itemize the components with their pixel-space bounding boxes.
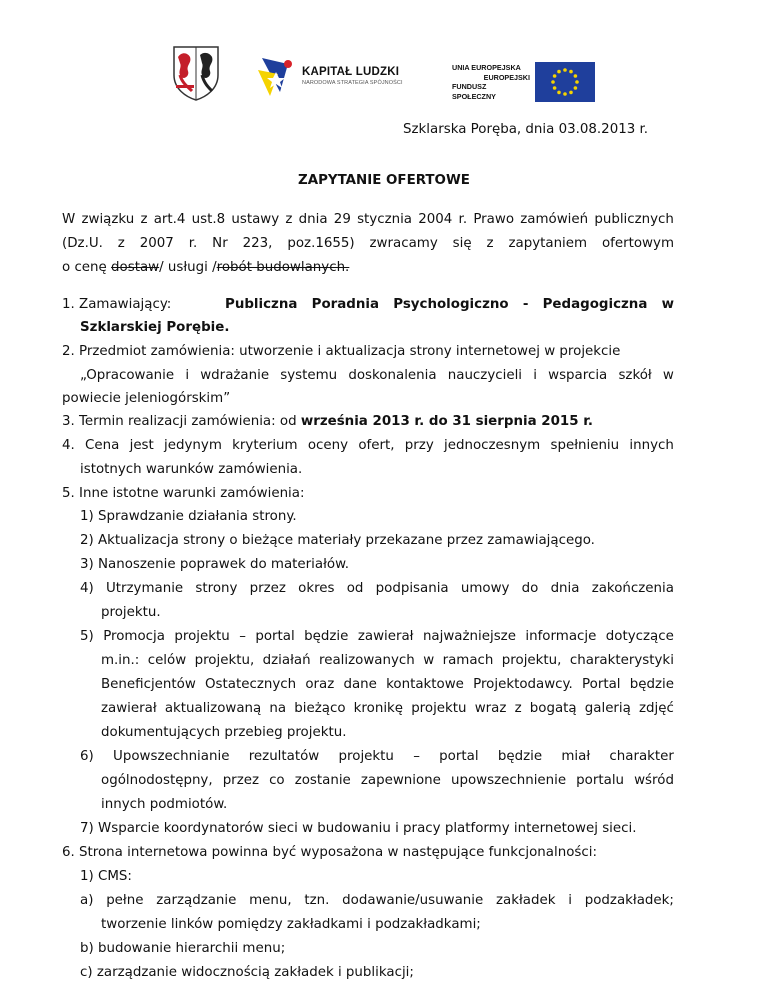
word: będzie [629,677,674,692]
item-6-c: c) zarządzanie widocznością zakładek i publikacji; [80,965,414,980]
intro-text: o cenę [62,260,112,275]
word: projektu [338,749,394,764]
word: Psychologiczno [393,297,509,312]
word: Upowszechnianie [113,749,230,764]
word: przez [222,773,259,788]
word: portal [255,629,295,644]
word: wdrażanie [200,368,270,383]
item-1-line-2: Szklarskiej Porębie. [80,320,230,335]
word: podzakładek; [584,893,674,908]
item-5-sub-7: 7) Wsparcie koordynatorów sieci w budowaniu i pracy platformy internetowej sieci. [80,821,637,836]
eu-star-icon [574,74,578,78]
word: wsparcia [548,368,608,383]
item-1-bold [225,297,674,312]
word: menu, [249,893,292,908]
strike-dostaw: dostaw [111,260,160,275]
item-1-prefix: 1. Zamawiający: [62,297,172,312]
word: co [269,773,285,788]
word: poz.1655) [287,236,355,251]
word: z [514,701,522,716]
item-6-b: b) budowanie hierarchii menu; [80,941,286,956]
word: i [185,368,190,383]
word: szkół [618,368,652,383]
word: umowy [460,581,510,596]
word: innych [629,438,674,453]
word: w [661,297,674,312]
word: dotyczące [605,629,674,644]
word: Portal [582,677,621,692]
word: Publiczna [225,297,298,312]
item-6-a-line-1 [80,893,674,908]
word: projektu, [194,653,255,668]
word: ofert, [358,438,395,453]
word: Utrzymanie [105,581,184,596]
word: spełnieniu [550,438,620,453]
strike-roboty: robót budowlanych. [216,260,350,275]
word: okres [298,581,335,596]
item-5-sub-3: 3) Nanoszenie poprawek do materiałów. [80,557,350,572]
word: Beneficjentów [101,677,196,692]
word: zapytaniem [508,236,588,251]
item-5-title: 5. Inne istotne warunki zamówienia: [62,486,305,501]
word: Projektodawcy. [473,677,573,692]
word: - [522,297,529,312]
word: jedynym [164,438,222,453]
word: Promocja [103,629,165,644]
word: ogólnodostępny, [101,773,213,788]
word: charakterystyki [569,653,674,668]
eu-star-icon [575,80,579,84]
word: kryterium [232,438,298,453]
word: miał [561,749,591,764]
eu-star-icon [551,80,555,84]
item-5-sub-2: 2) Aktualizacja strony o bieżące materiały przekazane przez zamawiającego. [80,533,595,548]
word: 4) [80,581,94,596]
header-logos [0,0,768,110]
word: bogatą [529,701,577,716]
word: zamówień [520,212,589,227]
word: pełne [106,893,144,908]
word: zarządzanie [156,893,237,908]
word: z [117,236,125,251]
word: Nr [212,236,228,251]
word: dnia [550,581,580,596]
eu-fund-text [452,63,530,101]
word: i [533,368,537,383]
word: ustawy [231,212,280,227]
word: 223, [242,236,273,251]
item-5-sub-6-line-1 [80,749,674,764]
word: będzie [497,749,543,764]
word: zawierał [101,701,157,716]
word: będzie [304,629,349,644]
word: 2007 [139,236,174,251]
word: ofertowym [601,236,674,251]
word: zdjęć [639,701,674,716]
eu-line-2: EUROPEJSKI [483,72,530,82]
word: w [423,653,435,668]
word: – [239,629,246,644]
word: aktualizowaną [164,701,262,716]
word: Poradnia [311,297,380,312]
item-3-text: 3. Termin realizacji zamówienia: od [62,414,301,429]
word: dnia [298,212,328,227]
word: w [662,368,674,383]
word: publicznych [594,212,674,227]
item-5-sub-1: 1) Sprawdzanie działania strony. [80,509,297,524]
eu-line-3: FUNDUSZ SPOŁECZNY [452,82,496,101]
item-4-line-2: istotnych warunków zamówienia. [80,462,303,477]
word: zakończenia [591,581,674,596]
word: Prawo [473,212,515,227]
word: podpisania [375,581,449,596]
word: systemu [280,368,338,383]
place-date: Szklarska Poręba, dnia 03.08.2013 r. [403,122,649,137]
eu-star-icon [553,86,557,90]
item-5-sub-5-line-2 [101,653,674,668]
word: informacje [525,629,597,644]
kapital-ludzki-title: KAPITAŁ LUDZKI [302,66,400,78]
word: nauczycieli [447,368,523,383]
item-5-sub-6-line-2 [101,773,674,788]
word: na [269,701,287,716]
word: rezultatów [248,749,320,764]
word: upowszechnienie [450,773,567,788]
word: związku [81,212,135,227]
eu-star-icon [557,70,561,74]
word: r. [458,212,468,227]
document-title: ZAPYTANIE OFERTOWE [298,173,470,188]
word: charakter [609,749,674,764]
word: do [521,581,539,596]
word: galerią [584,701,631,716]
item-6-sub-1: 1) CMS: [80,869,132,884]
item-5-sub-4-line-2: projektu. [101,605,161,620]
word: działań [262,653,311,668]
word: Cena [85,438,120,453]
word: zapewnione [360,773,441,788]
word: realizowanych [319,653,415,668]
eu-star-icon [574,86,578,90]
word: zwracamy [369,236,438,251]
word: kontaktowe [386,677,464,692]
word: zakładek [496,893,556,908]
word: portalu [576,773,625,788]
word: projektu [411,701,467,716]
word: art.4 [153,212,186,227]
word: stycznia [357,212,413,227]
eu-star-icon [563,68,567,72]
word: portal [439,749,479,764]
item-6-title: 6. Strona internetowa powinna być wyposażona w następujące funkcjonalności: [62,845,597,860]
word: W [62,212,76,227]
eu-star-icon [569,91,573,95]
word: doskonalenia [348,368,437,383]
word: 6) [80,749,94,764]
word: projektu, [501,653,562,668]
item-2-line-2 [80,368,674,383]
coat-of-arms-logo [172,45,220,101]
item-5-sub-6-line-3: innych podmiotów. [101,797,228,812]
intro-line-3 [62,260,349,275]
word: najważniejsze [422,629,516,644]
word: bieżąco [294,701,346,716]
word: – [413,749,420,764]
kapital-ludzki-subtitle: NARODOWA STRATEGIA SPÓJNOŚCI [302,80,403,86]
intro-line-2 [62,236,674,251]
word: tzn. [304,893,330,908]
intro-uslugi: / usługi / [159,260,217,275]
word: wraz [474,701,507,716]
word: z [140,212,148,227]
word: a) [80,893,94,908]
word: m.in.: [101,653,140,668]
word: r. [188,236,198,251]
word: się [452,236,472,251]
word: wśród [634,773,674,788]
word: 4. [62,438,75,453]
word: ust.8 [191,212,226,227]
word: 29 [333,212,351,227]
eu-star-icon [557,91,561,95]
word: od [346,581,364,596]
item-5-sub-5-line-5: dokumentujących przebieg projektu. [101,725,347,740]
eu-star-icon [553,74,557,78]
item-5-sub-5-line-4 [101,701,674,716]
word: zawierał [357,629,414,644]
word: oceny [307,438,349,453]
word: dane [343,677,377,692]
word: ramach [442,653,494,668]
intro-line-1 [62,212,674,227]
word: zostanie [294,773,351,788]
item-4-line-1 [62,438,674,453]
item-5-sub-5-line-1 [80,629,674,644]
word: kronikę [353,701,404,716]
word: 2004 [418,212,453,227]
kapital-ludzki-logo-icon [258,56,298,96]
eu-flag-icon [535,62,595,102]
word: z [486,236,494,251]
item-5-sub-5-line-3 [101,677,674,692]
word: dodawanie/usuwanie [342,893,484,908]
word: jest [129,438,154,453]
eu-star-icon [569,70,573,74]
item-3-dates: września 2013 r. do 31 sierpnia 2015 r. [300,414,593,429]
eu-line-1: UNIA EUROPEJSKA [452,63,521,72]
word: jednoczesnym [444,438,541,453]
item-6-a-line-2: tworzenie linków pomiędzy zakładkami i podzakładkami; [101,917,481,932]
word: strony [195,581,238,596]
word: (Dz.U. [62,236,103,251]
word: celów [147,653,187,668]
item-2-line-3: powiecie jeleniogórskim” [62,391,231,406]
word: oraz [305,677,335,692]
word: „Opracowanie [80,368,175,383]
item-2-line-1: 2. Przedmiot zamówienia: utworzenie i aktualizacja strony internetowej w projekcie [62,344,621,359]
word: i [568,893,572,908]
item-5-sub-4-line-1 [80,581,674,596]
word: Ostatecznych [205,677,297,692]
word: Pedagogiczna [542,297,648,312]
word: przy [404,438,434,453]
word: 5) [80,629,94,644]
word: projektu [174,629,230,644]
word: przez [249,581,286,596]
eu-star-icon [563,92,567,96]
item-3 [62,414,593,429]
word: z [285,212,293,227]
